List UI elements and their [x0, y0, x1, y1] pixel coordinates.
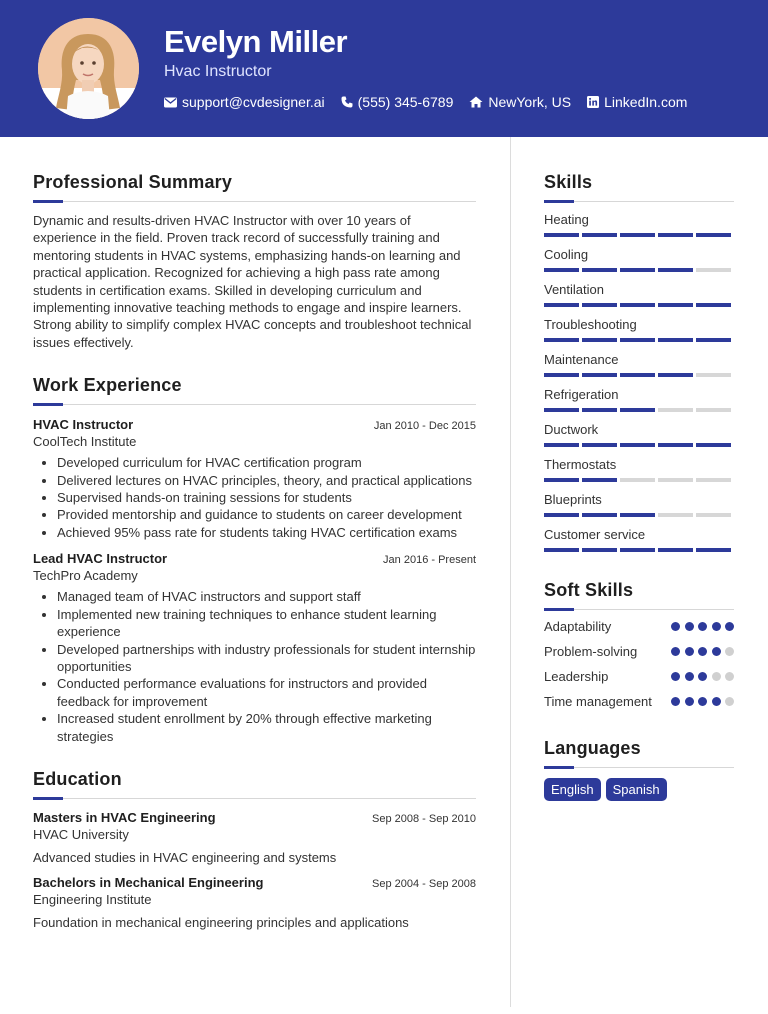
- edu-dates: Sep 2004 - Sep 2008: [372, 877, 476, 890]
- skill-level-segment: [582, 548, 617, 552]
- skill-item: [544, 247, 734, 272]
- skill-level-segment: [696, 513, 731, 517]
- edu-degree: Masters in HVAC Engineering: [33, 809, 216, 825]
- skill-level-segment: [658, 303, 693, 307]
- rating-dot: [671, 622, 680, 631]
- rating-dot: [671, 647, 680, 656]
- education-entry: [33, 875, 476, 930]
- contact-linkedin[interactable]: [587, 94, 687, 110]
- rating-dot: [685, 672, 694, 681]
- skill-level-segment: [544, 443, 579, 447]
- rating-dot: [698, 697, 707, 706]
- skill-level-segment: [696, 338, 731, 342]
- skill-name: Troubleshooting: [544, 317, 637, 332]
- rating-dot: [698, 647, 707, 656]
- edu-dates: Sep 2008 - Sep 2010: [372, 812, 476, 825]
- contact-phone[interactable]: [341, 94, 454, 110]
- job-dates: Jan 2010 - Dec 2015: [373, 420, 476, 433]
- skill-item: [544, 212, 734, 237]
- soft-skills-list: [544, 618, 734, 710]
- skill-item: [544, 422, 734, 447]
- skill-level-segment: [544, 303, 579, 307]
- soft-skill-name: Leadership: [544, 669, 609, 684]
- contact-phone-text: (555) 345-6789: [357, 94, 454, 110]
- skill-level-segment: [620, 478, 655, 482]
- skill-level-segment: [544, 513, 579, 517]
- rating-dot: [712, 697, 721, 706]
- skills-list: [544, 212, 734, 552]
- rating-dot: [725, 672, 734, 681]
- rating-dot: [725, 622, 734, 631]
- contact-location: [469, 94, 571, 110]
- languages-list: [544, 778, 734, 801]
- home-icon: [469, 96, 483, 108]
- edu-school: Engineering Institute: [33, 891, 152, 907]
- edu-school: HVAC University: [33, 826, 129, 842]
- rating-dot: [685, 647, 694, 656]
- avatar: [38, 18, 139, 119]
- skill-item: [544, 282, 734, 307]
- edu-degree: Bachelors in Mechanical Engineering: [33, 874, 264, 890]
- skill-item: [544, 457, 734, 482]
- list-item: • Managed team of HVAC instructors and support staff: [57, 588, 476, 605]
- list-item: • Increased student enrollment by 20% through effective marketing strategies: [57, 710, 476, 745]
- job-entry: [33, 417, 476, 541]
- skill-level-segment: [696, 548, 731, 552]
- skill-level-bar: [544, 338, 734, 342]
- skill-level-segment: [658, 373, 693, 377]
- language-badge: English: [544, 778, 601, 801]
- skill-item: [544, 492, 734, 517]
- skill-level-segment: [696, 408, 731, 412]
- list-item: • Achieved 95% pass rate for students taking HVAC certification exams: [57, 524, 476, 541]
- soft-skill-name: Problem-solving: [544, 644, 638, 659]
- contact-location-text: NewYork, US: [488, 94, 572, 110]
- skill-level-segment: [582, 408, 617, 412]
- skill-level-segment: [544, 268, 579, 272]
- envelope-icon: [164, 97, 177, 108]
- skill-item: [544, 352, 734, 377]
- linkedin-icon: [587, 96, 599, 108]
- section-rule: [544, 201, 734, 202]
- rating-dot: [671, 697, 680, 706]
- skill-level-segment: [582, 268, 617, 272]
- soft-skills-section: [544, 580, 734, 710]
- skill-level-segment: [582, 373, 617, 377]
- skill-level-segment: [620, 443, 655, 447]
- summary-heading: Professional Summary: [33, 172, 233, 192]
- skill-item: [544, 387, 734, 412]
- job-company: TechPro Academy: [33, 568, 138, 584]
- job-title: HVAC Instructor: [33, 417, 134, 433]
- skill-level-segment: [620, 408, 655, 412]
- skill-level-bar: [544, 408, 734, 412]
- language-badge: Spanish: [606, 778, 667, 801]
- phone-icon: [341, 96, 353, 108]
- list-item: • Conducted performance evaluations for instructors and provided feedback for improvement: [57, 675, 476, 710]
- job-entry: [33, 551, 476, 745]
- rating-dot: [712, 622, 721, 631]
- job-dates: Jan 2016 - Present: [383, 554, 476, 567]
- skill-name: Thermostats: [544, 457, 617, 472]
- skill-level-segment: [620, 513, 655, 517]
- skill-level-segment: [658, 443, 693, 447]
- column-divider: [510, 137, 511, 1007]
- skill-level-segment: [696, 443, 731, 447]
- job-title: Lead HVAC Instructor: [33, 551, 168, 567]
- sidebar-column: [544, 137, 734, 801]
- job-company: CoolTech Institute: [33, 434, 137, 450]
- list-item: • Provided mentorship and guidance to students on career development: [57, 506, 476, 523]
- header: [0, 0, 768, 137]
- candidate-name: Evelyn Miller: [164, 24, 348, 59]
- soft-skill-item: [544, 618, 734, 635]
- rating-dot: [685, 697, 694, 706]
- skill-level-segment: [620, 338, 655, 342]
- skill-name: Cooling: [544, 247, 589, 262]
- rating-dot: [712, 672, 721, 681]
- skill-level-segment: [620, 233, 655, 237]
- skill-level-segment: [620, 373, 655, 377]
- skill-name: Ductwork: [544, 422, 599, 437]
- skill-item: [544, 317, 734, 342]
- rating-dot: [698, 672, 707, 681]
- experience-section: [33, 375, 476, 745]
- section-rule: [33, 404, 476, 405]
- job-bullets: [33, 588, 476, 745]
- skill-level-segment: [658, 513, 693, 517]
- skill-level-segment: [620, 303, 655, 307]
- list-item: • Developed partnerships with industry professionals for student internship opportunities: [57, 641, 476, 676]
- rating-dot: [725, 697, 734, 706]
- education-heading: Education: [33, 768, 122, 789]
- soft-skill-name: Time management: [544, 694, 652, 709]
- section-rule: [33, 201, 476, 202]
- skill-level-segment: [582, 513, 617, 517]
- skill-level-segment: [582, 233, 617, 237]
- skill-level-bar: [544, 268, 734, 272]
- skill-level-bar: [544, 548, 734, 552]
- skill-level-segment: [582, 478, 617, 482]
- job-title-headline: Hvac Instructor: [164, 63, 272, 80]
- contact-linkedin-text: LinkedIn.com: [604, 94, 688, 110]
- languages-heading: Languages: [544, 738, 641, 758]
- languages-section: [544, 738, 734, 801]
- skill-level-segment: [696, 303, 731, 307]
- skill-level-segment: [658, 268, 693, 272]
- rating-dot: [671, 672, 680, 681]
- skill-name: Heating: [544, 212, 589, 227]
- skill-name: Ventilation: [544, 282, 604, 297]
- contact-email[interactable]: [164, 94, 325, 110]
- skill-name: Blueprints: [544, 492, 602, 507]
- skill-level-segment: [544, 373, 579, 377]
- soft-skill-rating: [667, 672, 735, 681]
- skill-level-segment: [658, 233, 693, 237]
- soft-skill-item: [544, 668, 734, 685]
- skill-level-segment: [696, 478, 731, 482]
- experience-heading: Work Experience: [33, 375, 182, 396]
- skills-section: [544, 172, 734, 552]
- rating-dot: [712, 647, 721, 656]
- skill-level-segment: [696, 268, 731, 272]
- skill-level-segment: [544, 478, 579, 482]
- skill-level-segment: [658, 338, 693, 342]
- section-rule: [544, 767, 734, 768]
- edu-description: Foundation in mechanical engineering principles and applications: [33, 914, 409, 930]
- soft-skill-item: [544, 643, 734, 660]
- list-item: • Implemented new training techniques to enhance student learning experience: [57, 606, 476, 641]
- contact-list: [164, 94, 703, 110]
- section-rule: [544, 609, 734, 610]
- soft-skill-item: [544, 693, 734, 710]
- skill-name: Maintenance: [544, 352, 619, 367]
- soft-skills-heading: Soft Skills: [544, 580, 634, 600]
- skill-level-segment: [696, 233, 731, 237]
- skill-level-segment: [620, 268, 655, 272]
- skill-level-bar: [544, 373, 734, 377]
- skill-level-segment: [658, 548, 693, 552]
- soft-skill-rating: [667, 622, 735, 631]
- summary-section: [33, 172, 476, 351]
- summary-text: Dynamic and results-driven HVAC Instructor with over 10 years of experience in the field. Proven track record of successfully training and mentoring students in HVAC systems, emphasizing hands-on learning and practical application. Recognized for achieving a high pass rate among students in certification exams. Skilled in developing curriculum and implementing innovative teaching methods to engage and inspire learners. Strong ability to simplify complex HVAC concepts and troubleshoot technical issues effectively.: [33, 213, 472, 350]
- skill-name: Refrigeration: [544, 387, 619, 402]
- edu-description: Advanced studies in HVAC engineering and systems: [33, 849, 337, 865]
- skill-level-segment: [658, 408, 693, 412]
- skill-level-bar: [544, 303, 734, 307]
- list-item: • Developed curriculum for HVAC certification program: [57, 454, 476, 471]
- rating-dot: [698, 622, 707, 631]
- list-item: • Supervised hands-on training sessions for students: [57, 489, 476, 506]
- skill-level-bar: [544, 513, 734, 517]
- skill-level-segment: [544, 548, 579, 552]
- contact-email-text: support@cvdesigner.ai: [182, 94, 325, 110]
- skills-heading: Skills: [544, 172, 593, 192]
- skill-level-segment: [658, 478, 693, 482]
- skill-level-segment: [544, 233, 579, 237]
- skill-item: [544, 527, 734, 552]
- skill-level-segment: [544, 408, 579, 412]
- skill-level-segment: [582, 338, 617, 342]
- skill-level-segment: [620, 548, 655, 552]
- skill-level-segment: [582, 303, 617, 307]
- section-rule: [33, 798, 476, 799]
- job-bullets: [33, 454, 476, 541]
- soft-skill-name: Adaptability: [544, 619, 612, 634]
- rating-dot: [685, 622, 694, 631]
- soft-skill-rating: [667, 647, 735, 656]
- skill-level-segment: [582, 443, 617, 447]
- education-section: [33, 769, 476, 930]
- education-entry: [33, 810, 476, 865]
- main-column: [33, 137, 476, 930]
- skill-level-bar: [544, 443, 734, 447]
- skill-level-bar: [544, 233, 734, 237]
- rating-dot: [725, 647, 734, 656]
- list-item: • Delivered lectures on HVAC principles, theory, and practical applications: [57, 472, 476, 489]
- soft-skill-rating: [667, 697, 735, 706]
- skill-name: Customer service: [544, 527, 646, 542]
- skill-level-segment: [696, 373, 731, 377]
- skill-level-bar: [544, 478, 734, 482]
- skill-level-segment: [544, 338, 579, 342]
